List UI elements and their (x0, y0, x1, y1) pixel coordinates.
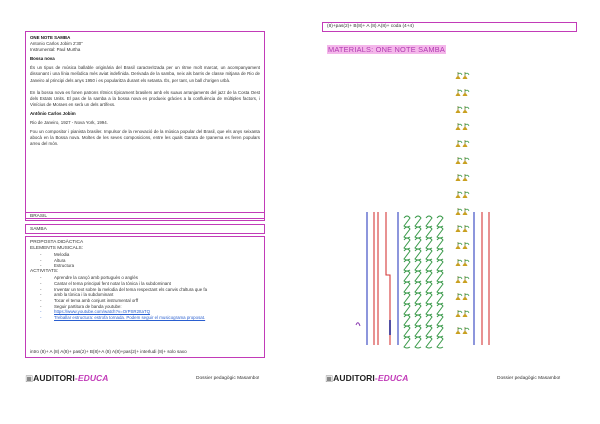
bell-icon (463, 157, 470, 164)
bell-icon (456, 259, 463, 266)
green-curl (404, 271, 410, 282)
green-curl (415, 227, 421, 238)
musicograma-link[interactable]: - Treballar estructura: estrofa tornada. Podem seguir el musicograma proposat. (40, 315, 260, 321)
green-curl (415, 238, 421, 249)
green-curl (437, 238, 443, 249)
green-curl (404, 293, 410, 304)
bell-icon (463, 293, 470, 300)
bell-icon (456, 174, 463, 181)
purple-mark (356, 323, 360, 326)
green-curl (404, 337, 410, 348)
bell-icon (456, 106, 463, 113)
bell-icon (463, 327, 470, 334)
bell-icon (463, 123, 470, 130)
green-curl (404, 216, 410, 227)
green-curl (426, 260, 432, 271)
green-curl (426, 304, 432, 315)
green-curl (404, 315, 410, 326)
green-curl (415, 293, 421, 304)
bell-icon (456, 140, 463, 147)
bell-icon (456, 72, 463, 79)
proposta-box (25, 236, 265, 358)
green-curl (437, 260, 443, 271)
list-item: - Tocar el tema amb conjunt instrumental orff (40, 298, 260, 304)
green-curl (404, 304, 410, 315)
green-curl (437, 216, 443, 227)
song-author: Antonio Carlos Jobim 2’30” (30, 41, 83, 47)
green-curl (415, 326, 421, 337)
bell-icon (463, 72, 470, 79)
proposta-heading: PROPOSTA DIDÀCTICA (30, 240, 84, 245)
green-curl (426, 238, 432, 249)
bell-icon (463, 259, 470, 266)
jobim-birth: Rio de Janeiro, 1927 - Nova York, 1994. (30, 120, 108, 126)
green-curl (437, 249, 443, 260)
country-box: BRASIL (25, 212, 265, 221)
genre-box: SAMBA (25, 224, 265, 234)
green-curl (426, 315, 432, 326)
bell-icon (456, 242, 463, 249)
green-curl (415, 271, 421, 282)
song-title: ONE NOTE SAMBA (30, 35, 71, 40)
bell-icon (456, 157, 463, 164)
list-item: - Altura (40, 258, 260, 264)
auditori-educa-logo: ▣AUDITORI-EDUCA (25, 373, 109, 383)
elements-heading: ELEMENTS MUSICALS: (30, 246, 84, 251)
green-curl (426, 326, 432, 337)
green-curl (437, 326, 443, 337)
info-box (25, 31, 265, 219)
green-curl (404, 227, 410, 238)
green-curl (426, 227, 432, 238)
list-item: - Aprendre la cançó amb portuguès o anglès (40, 275, 260, 281)
youtube-link[interactable]: - https://www.youtube.com/watch?v=OrPSR2ItaTQ (40, 309, 260, 315)
footer-text: Dossier pedagògic Masambo! (196, 376, 260, 381)
bell-icon (463, 106, 470, 113)
bell-icon (463, 140, 470, 147)
bell-icon (463, 225, 470, 232)
green-curls (404, 216, 443, 348)
bell-icon (463, 242, 470, 249)
activitats-list (30, 275, 260, 321)
bell-icon (463, 208, 470, 215)
green-curl (437, 337, 443, 348)
musicograma-drawing (300, 0, 600, 424)
green-curl (437, 293, 443, 304)
bell-icon (463, 276, 470, 283)
green-curl (415, 282, 421, 293)
activitats-heading: ACTIVITATS: (30, 269, 59, 275)
footer-text: Dossier pedagògic Masambo! (497, 376, 561, 381)
bell-icon (463, 89, 470, 96)
green-curl (437, 271, 443, 282)
bell-icon (456, 191, 463, 198)
bell-icon (463, 310, 470, 317)
right-page (300, 0, 600, 424)
elements-list (30, 252, 260, 269)
song-instrumental: Instrumental: Paul Murtha (30, 47, 81, 53)
left-footer (0, 373, 300, 385)
green-curl (426, 337, 432, 348)
bell-icon (456, 123, 463, 130)
section-bossa-nova: Bossa nova (30, 56, 55, 62)
green-curl (437, 227, 443, 238)
intro-form-line: intro (8)+ A (8) A(8)+ pas(2)+ B(8)+A (8) A(8)+pas(2)+ interludi (8)+ solo saxo (30, 349, 187, 354)
green-curl (415, 260, 421, 271)
bell-icon (456, 225, 463, 232)
green-curl (404, 238, 410, 249)
list-item: - amb la tònica i la subdominant (40, 292, 260, 298)
right-footer (300, 373, 600, 385)
green-curl (437, 282, 443, 293)
bell-icon (456, 310, 463, 317)
bell-icon (456, 293, 463, 300)
green-curl (404, 260, 410, 271)
bell-icon (456, 276, 463, 283)
green-curl (426, 216, 432, 227)
paragraph-jobim: Fou un compositor i pianista brasiler. Impulsor de la renovació de la música popular del Brasil, que els anys seixanta abocà en la Bossa nova. Moltes de les seves composicions, entre les quals Garota de Ipanema es feren populars arreu del món. (30, 129, 260, 147)
green-curl (415, 337, 421, 348)
bell-icon (456, 208, 463, 215)
green-curl (426, 271, 432, 282)
green-curl (437, 315, 443, 326)
section-jobim: Antônio Carlos Jobim (30, 110, 76, 116)
list-item: - Estructura (40, 263, 260, 269)
form-continuation-box: (8)+pas(2)+ B(8)+ A (8) A(8)+ coda (4+4) (322, 22, 577, 32)
paragraph-bossa-1: És un tipus de música ballable originària del Brasil caracteritzada per un ritme molt marcat, un acompanyament dissonant i una línia melòdica més aviat indefinida. Derivada de la samba, neix als barris de classe mitjana de Rio de Janeiro al principi dels anys 1950 i es popularitza durant els setanta. És, per tant, un ball d’origen urbà. (30, 65, 260, 83)
green-curl (404, 282, 410, 293)
list-item: - Cantar el tema principal fent notar la tònica i la subdominant (40, 281, 260, 287)
green-curl (426, 249, 432, 260)
green-curl (415, 304, 421, 315)
green-curl (415, 216, 421, 227)
bell-icon (456, 89, 463, 96)
list-item: - Seguir partitura de banda youtube: (40, 304, 260, 310)
bell-icon (463, 191, 470, 198)
green-curl (415, 315, 421, 326)
bell-icon (463, 174, 470, 181)
list-item: - Melodia (40, 252, 260, 258)
green-curl (415, 249, 421, 260)
green-curl (404, 249, 410, 260)
auditori-educa-logo: ▣AUDITORI-EDUCA (325, 373, 409, 383)
green-curl (426, 282, 432, 293)
paragraph-bossa-2: En la bossa nova es fonen patrons rítmics típicament brasilers amb els suaus arranjaments del jazz de la Costa Oest dels Estats Units. El pas de la samba a la bossa nova es produeix gràcies a la confluència de múltiples factors, i Vinícius de Moraes en serà un dels artífexs. (30, 89, 260, 107)
list-item: - Inventar un text sobre la melodia del tema respectant els canvis d’altura que fa (40, 287, 260, 293)
bell-column (456, 72, 470, 334)
green-curl (437, 304, 443, 315)
bell-icon (456, 327, 463, 334)
green-curl (426, 293, 432, 304)
materials-title: MATERIALS: ONE NOTE SAMBA (328, 45, 445, 54)
green-curl (404, 326, 410, 337)
